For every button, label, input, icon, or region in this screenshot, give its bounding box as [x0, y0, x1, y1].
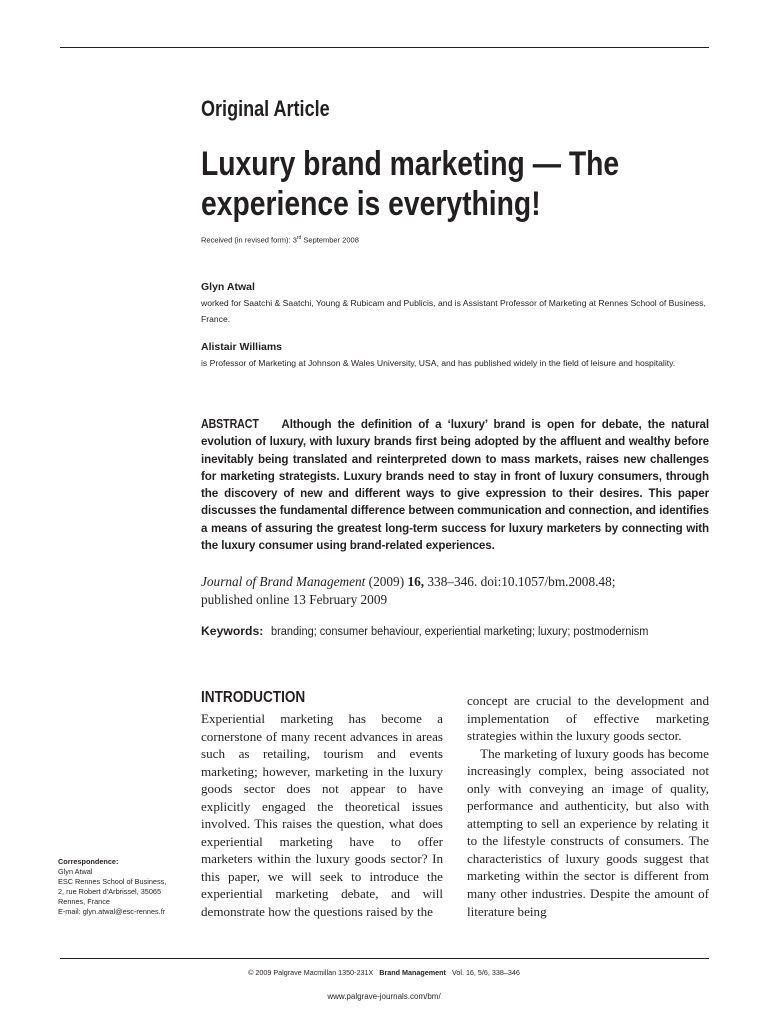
keywords-text: branding; consumer behaviour, experiential marketing; luxury; postmodernism	[271, 624, 649, 638]
footer-copyright: © 2009 Palgrave Macmillan 1350-231X	[248, 968, 374, 977]
footer-info	[0, 968, 768, 977]
citation-pages: 338–346. doi:10.1057/bm.2008.48;	[424, 574, 616, 589]
abstract-text: Although the definition of a ‘luxury’ brand is open for debate, the natural evolution of luxury, with luxury brands first being adopted by the affluent and wealthy before inevitably being translated and reinterpreted down to mass markets, raises new challenges for marketing strategists. Luxury brands need to stay in front of luxury consumers, through the discovery of new and different ways to give expression to their desires. This paper discusses the fundamental difference between communication and connection, and identifies a means of assuring the greatest long-term success for luxury marketers by connecting with the luxury consumer using brand-related experiences.	[201, 418, 709, 553]
top-rule	[60, 47, 709, 48]
correspondence-title: Correspondence:	[58, 857, 119, 866]
author-name-1: Glyn Atwal	[201, 281, 255, 293]
intro-paragraph-1: Experiential marketing has become a cornerstone of many recent advances in areas such as retailing, tourism and events marketing; however, marketing in the luxury goods sector does not appear to have explicitly engaged the theoretical issues involved. This raises the question, what does experiential marketing have to offer marketers within the luxury goods sector? In this paper, we will seek to introduce the experiential marketing debate, and will demonstrate how the questions raised by the	[201, 711, 443, 920]
correspondence-line: 2, rue Robert d’Arbrissel, 35065	[58, 887, 162, 896]
citation-year: (2009)	[365, 574, 408, 589]
correspondence-line: Glyn Atwal	[58, 867, 93, 876]
received-suffix: September 2008	[301, 235, 359, 245]
author-name-2: Alistair Williams	[201, 341, 283, 353]
intro-paragraph-2: The marketing of luxury goods has become increasingly complex, being associated not only with conveying an image of quality, performance and authenticity, but also with attempting to sell an experience by relating it to the lifestyle constructs of consumers. The characteristics of luxury goods suggest that marketing within the sector is different from many other industries. Despite the amount of literature being	[467, 745, 709, 919]
correspondence-line: Rennes, France	[58, 897, 110, 906]
abstract	[201, 416, 709, 554]
citation-volume: 16,	[407, 574, 425, 589]
section-label: Original Article	[201, 96, 330, 121]
introduction-heading: INTRODUCTION	[201, 689, 306, 706]
author-bio-2: is Professor of Marketing at Johnson & Wales University, USA, and has published widely in the field of leisure and hospitality.	[201, 358, 676, 368]
footer-volume: Vol. 16, 5/6, 338–346	[451, 968, 520, 977]
correspondence	[58, 857, 193, 917]
intro-paragraph-1-continued: concept are crucial to the development and implementation of effective marketing strategies within the luxury goods sector.	[467, 693, 709, 744]
keywords	[201, 624, 741, 638]
footer-url[interactable]: www.palgrave-journals.com/bm/	[327, 992, 441, 1001]
footer-journal: Brand Management	[379, 968, 446, 977]
received-sup: rd	[296, 235, 302, 241]
body-column-left	[201, 710, 443, 921]
citation-published: published online 13 February 2009	[201, 591, 388, 607]
author-bio-1: worked for Saatchi & Saatchi, Young & Rubicam and Publicis, and is Assistant Professor of Marketing at Rennes School of Business, France.	[201, 298, 706, 324]
title-line-2: experience is everything!	[201, 185, 541, 223]
keywords-label: Keywords:	[201, 624, 264, 638]
correspondence-email: E-mail: glyn.atwal@esc-rennes.fr	[58, 907, 166, 916]
title-line-1: Luxury brand marketing — The	[201, 145, 620, 183]
citation	[201, 573, 711, 608]
body-column-right	[467, 692, 709, 920]
citation-journal: Journal of Brand Management	[201, 574, 366, 589]
article-title	[201, 144, 619, 224]
received-date	[201, 235, 359, 245]
bottom-rule	[60, 958, 709, 959]
abstract-label: ABSTRACT	[201, 417, 259, 431]
correspondence-line: ESC Rennes School of Business,	[58, 877, 167, 886]
received-prefix: Received (in revised form): 3	[201, 235, 297, 245]
